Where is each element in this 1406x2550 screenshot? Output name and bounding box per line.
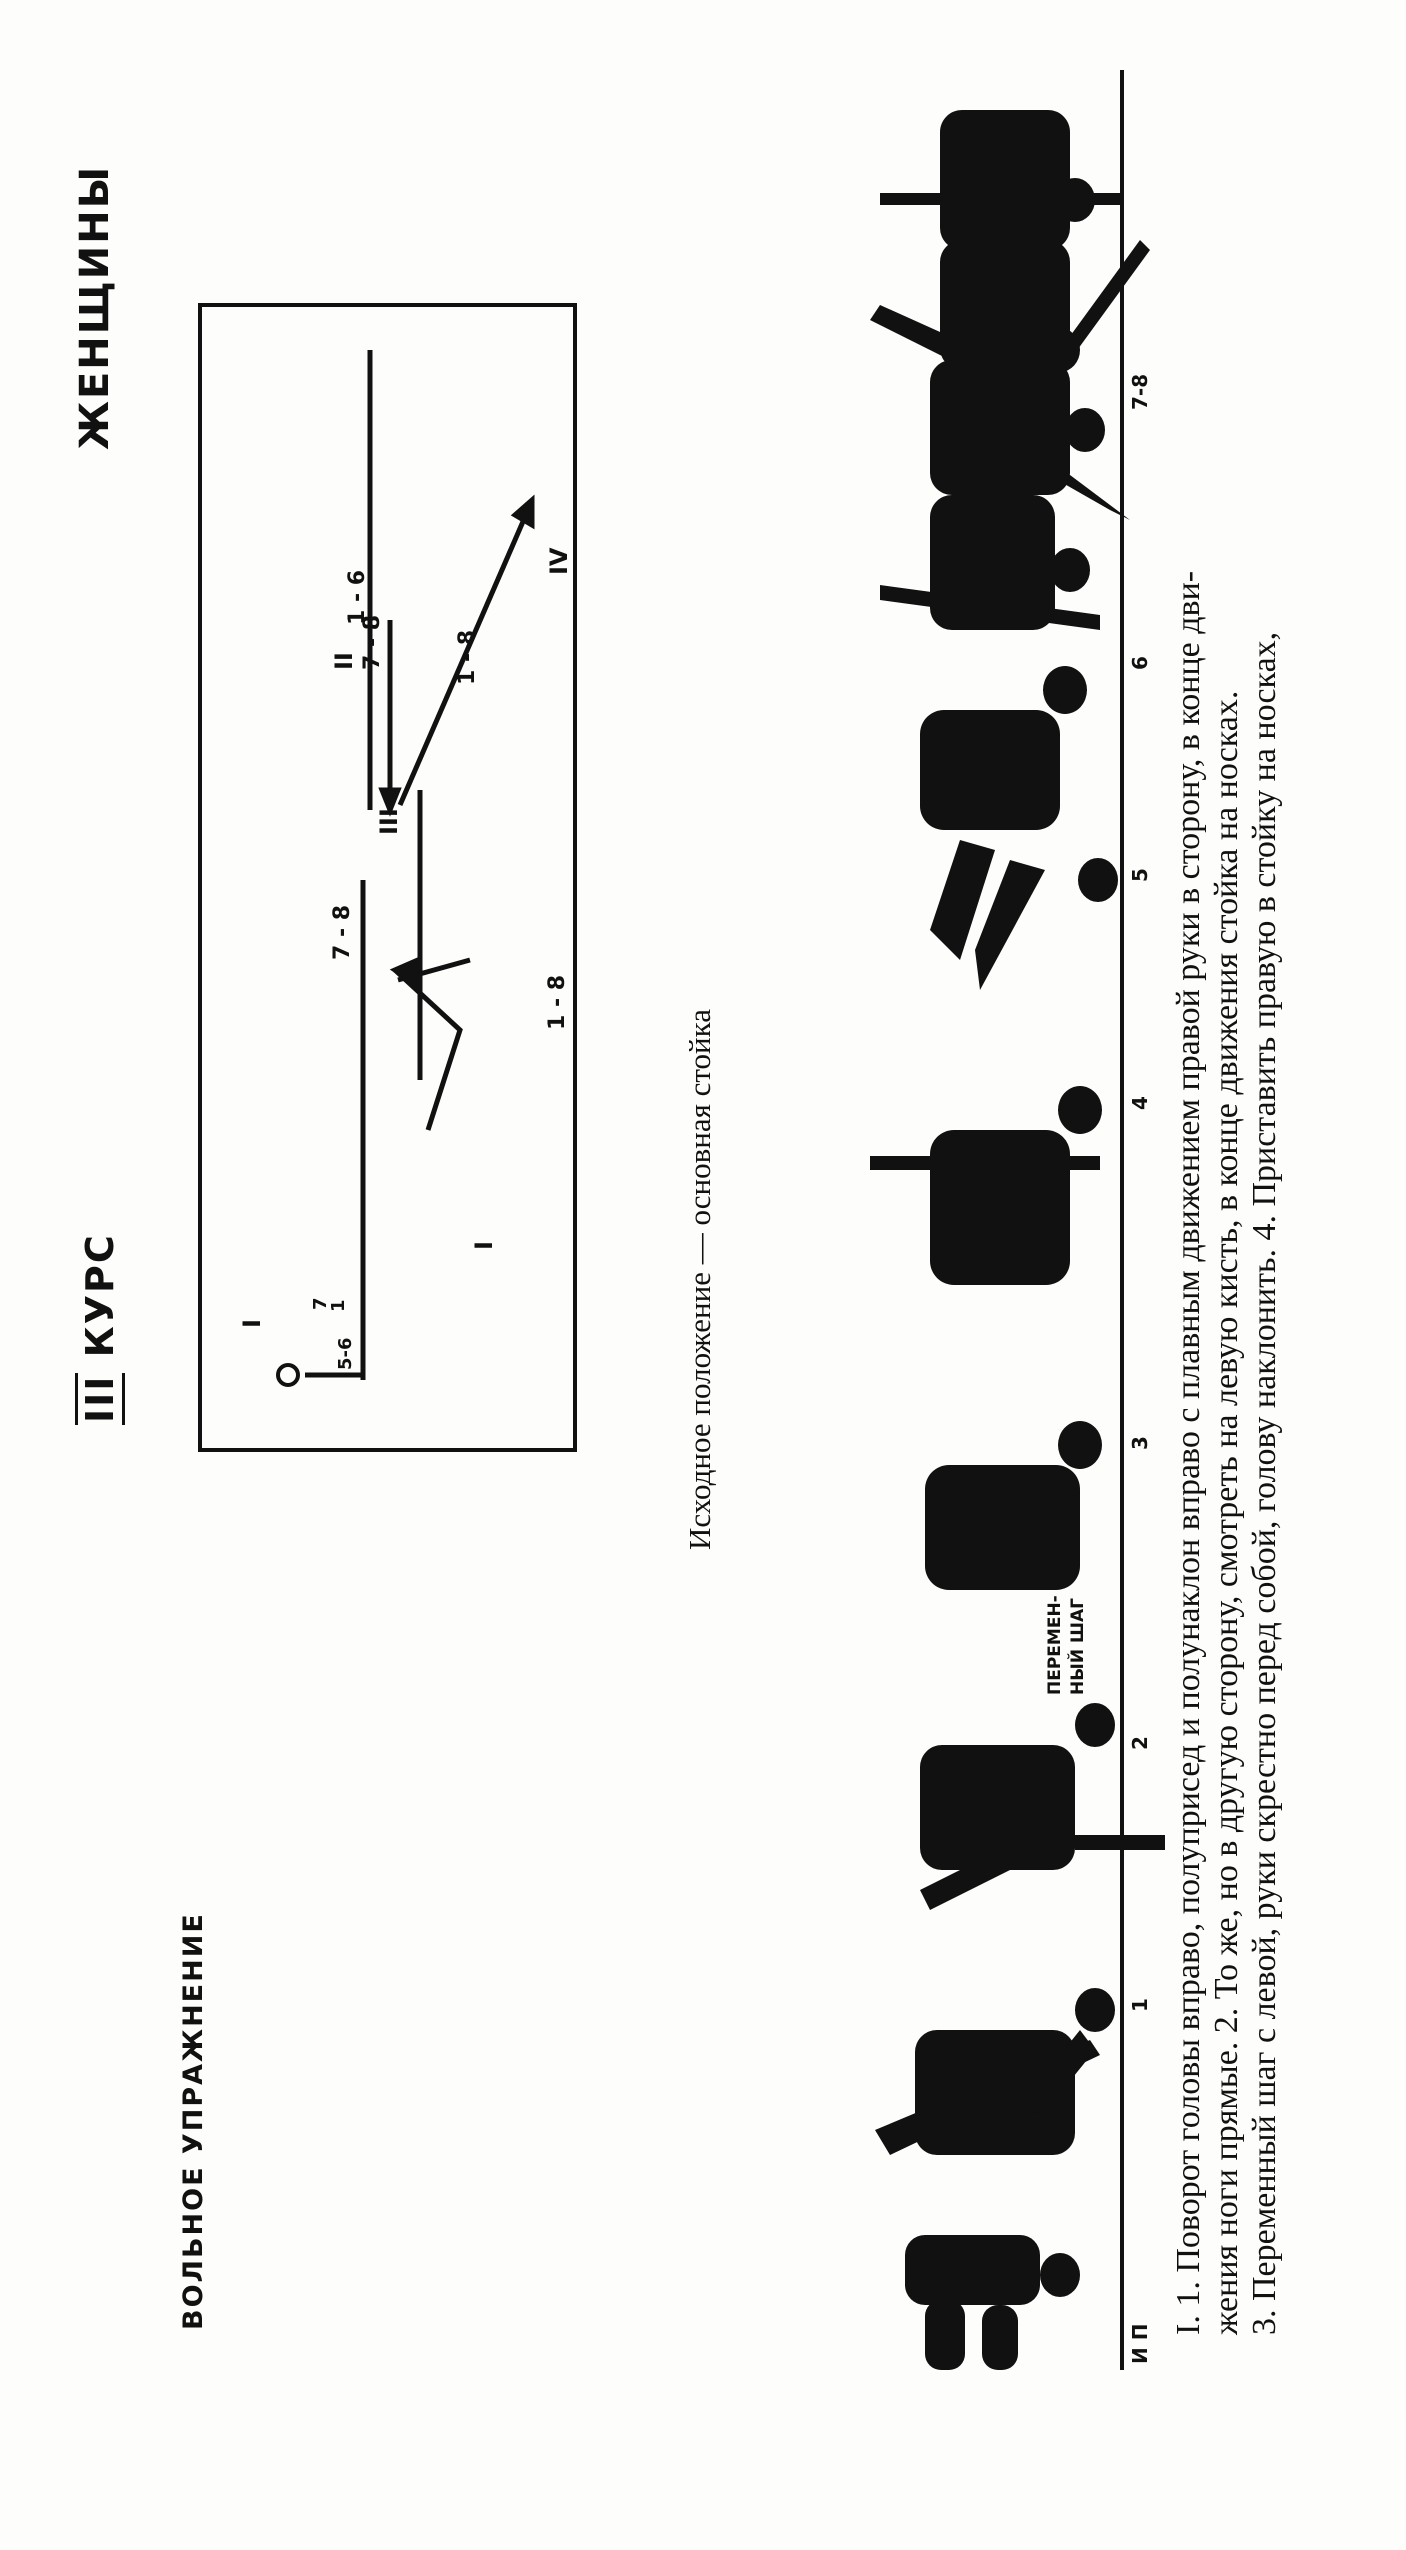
figure-4 bbox=[870, 1086, 1102, 1285]
diagram-top-mark: I bbox=[238, 1319, 266, 1328]
count-label-7-8: 7-8 bbox=[1128, 373, 1152, 410]
diagram-label-7: 7 bbox=[310, 1297, 331, 1310]
figure-5 bbox=[930, 840, 1118, 990]
diagram-label-1-8-diag: 1 - 8 bbox=[455, 629, 480, 685]
figure-7 bbox=[930, 495, 1090, 630]
course-label: КУРС bbox=[78, 1233, 122, 1358]
movement-diagram-frame bbox=[200, 305, 575, 1450]
instructions-text bbox=[1170, 175, 1284, 2335]
diagram-label-7-8-a: 7 - 8 bbox=[330, 904, 355, 960]
figure-9 bbox=[870, 240, 1150, 372]
figure-1 bbox=[875, 1988, 1115, 2155]
figure-ip bbox=[905, 2235, 1080, 2370]
count-label-5: 5 bbox=[1128, 868, 1152, 882]
diagram-label-I-bottom: I bbox=[470, 1241, 498, 1250]
count-label-1: 1 bbox=[1128, 1998, 1152, 2012]
instruction-line: жения ноги прямые. 2. То же, но в другую сторону, смотреть на левую кисть, в конце движения стойка на носках. bbox=[1208, 690, 1245, 2335]
count-label-ip: И П bbox=[1128, 2323, 1152, 2364]
count-label-2: 2 bbox=[1128, 1736, 1152, 1750]
diagram-label-7-8-b: 7 - 8 bbox=[360, 614, 385, 670]
instruction-line: I. 1. Поворот головы вправо, полуприсед и полунаклон вправо с плавным движением правой руки в сторону, в конце дви- bbox=[1170, 570, 1207, 2335]
step-note-line1: ПЕРЕМЕН- bbox=[1045, 1595, 1065, 1695]
count-label-3: 3 bbox=[1128, 1436, 1152, 1450]
figure-10 bbox=[880, 110, 1120, 250]
diagram-label-IV: IV bbox=[545, 547, 573, 575]
step-note-line2: НЫЙ ШАГ bbox=[1068, 1598, 1088, 1695]
group-label: ЖЕНЩИНЫ bbox=[72, 164, 118, 450]
course-numeral: III bbox=[75, 1373, 125, 1425]
diagram-label-1: 1 bbox=[328, 1299, 349, 1312]
diagram-label-5-6: 5-6 bbox=[335, 1337, 356, 1370]
instruction-line: 3. Переменный шаг с левой, руки скрестно перед собой, голову наклонить. 4. Приставить правую в стойку на носках, bbox=[1246, 631, 1283, 2335]
starting-position-caption: Исходное положение — основная стойка bbox=[682, 1009, 717, 1550]
movement-diagram-lines bbox=[278, 350, 532, 1385]
count-label-6: 6 bbox=[1128, 656, 1152, 670]
count-label-4: 4 bbox=[1128, 1096, 1152, 1110]
diagram-label-II: II bbox=[330, 652, 358, 670]
figure-2 bbox=[920, 1703, 1165, 1910]
exercise-title: ВОЛЬНОЕ УПРАЖНЕНИЕ bbox=[178, 1912, 209, 2330]
diagram-label-1-8-low: 1 - 8 bbox=[545, 974, 570, 1030]
figure-3 bbox=[925, 1421, 1102, 1590]
diagram-label-III: III bbox=[375, 808, 403, 835]
diagram-label-1-6: 1 - 6 bbox=[345, 569, 370, 625]
figure-roman-mark: I bbox=[1025, 2105, 1055, 2115]
